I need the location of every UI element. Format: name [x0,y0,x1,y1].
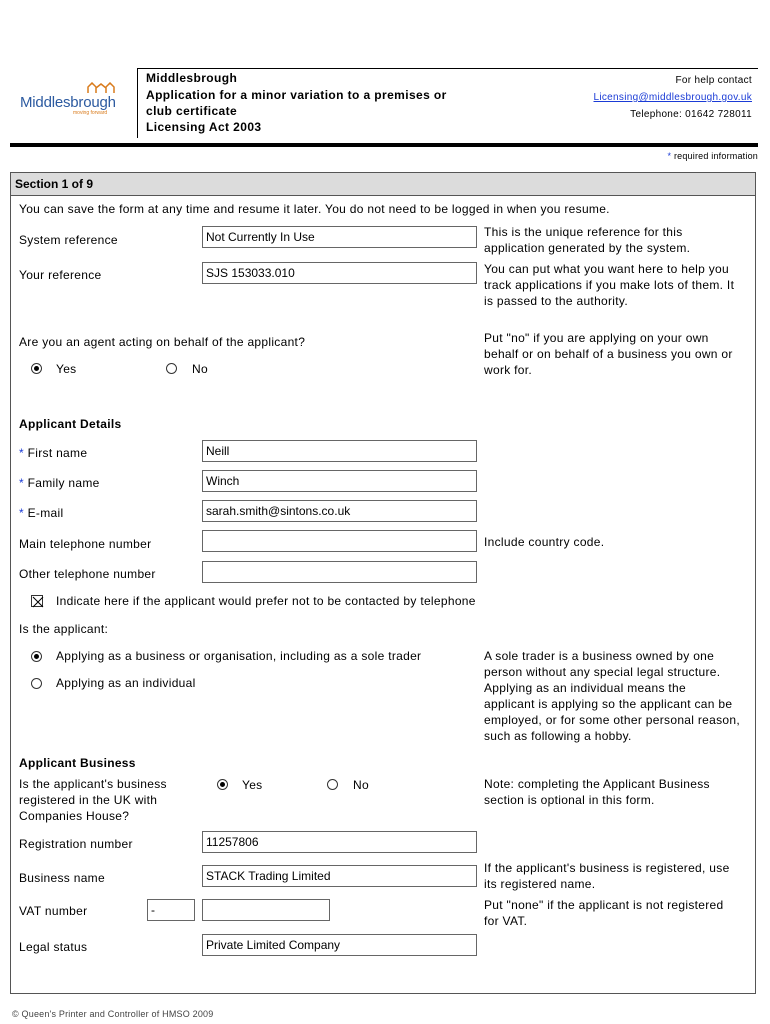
your-reference-help: You can put what you want here to help you track applications if you make lots of them. It is passed to the authority. [484,262,735,308]
section-1 [10,172,756,994]
system-reference-help: This is the unique reference for this application generated by the system. [484,225,691,255]
registered-yes-radio[interactable] [217,779,228,790]
legal-status-field[interactable]: Private Limited Company [202,934,477,956]
section-header [11,173,755,196]
required-legend [668,151,758,161]
applicant-business-heading: Applicant Business [19,756,136,770]
logo-tagline: moving forward [73,110,108,116]
form-header [137,68,758,138]
council-name: Middlesbrough [146,71,238,85]
required-star: * [19,506,24,520]
checkbox-cross-icon [32,596,44,608]
main-phone-label: Main telephone number [19,537,152,551]
applicant-type-help: A sole trader is a business owned by one person without any special legal structure. Applying as an individual means the applicant is applying so the applicant can be employed, or for some other personal reason, such as following a hobby. [484,649,740,743]
email-label: * E-mail [19,506,64,520]
your-reference-input[interactable]: SJS 153033.010 [202,262,477,284]
other-phone-input[interactable] [202,561,477,583]
agent-yes-label: Yes [56,362,77,376]
agent-yes-radio[interactable] [31,363,42,374]
business-note: Note: completing the Applicant Business section is optional in this form. [484,777,710,807]
required-star: * [19,446,24,460]
registration-number-input[interactable]: 11257806 [202,831,477,853]
required-star: * [667,151,672,161]
form-title-line-1: Application for a minor variation to a premises or [146,88,447,102]
system-reference-field[interactable]: Not Currently In Use [202,226,477,248]
required-star: * [19,476,24,490]
copyright-footer: © Queen's Printer and Controller of HMSO 2009 [12,1009,214,1019]
applicant-type-business-label: Applying as a business or organisation, including as a sole trader [56,649,422,663]
agent-no-label: No [192,362,208,376]
form-title-line-2: club certificate [146,104,238,118]
help-label: For help contact [675,75,752,86]
applicant-type-individual-radio[interactable] [31,678,42,689]
registration-number-label: Registration number [19,837,133,851]
help-contact [594,72,753,123]
logo-wordmark: Middlesbrough [20,94,116,111]
vat-number-help: Put "none" if the applicant is not registered for VAT. [484,898,724,928]
intro-text: You can save the form at any time and resume it later. You do not need to be logged in when you resume. [19,202,610,216]
agent-no-radio[interactable] [166,363,177,374]
registered-yes-label: Yes [242,778,263,792]
council-logo [20,82,120,116]
required-note: required information [673,151,758,161]
first-name-label: * First name [19,446,88,460]
vat-prefix-input[interactable]: - [147,899,195,921]
registered-no-label: No [353,778,369,792]
family-name-input[interactable]: Winch [202,470,477,492]
business-name-help: If the applicant's business is registered, use its registered name. [484,861,730,891]
registered-question: Is the applicant's business registered in the UK with Companies House? [19,777,167,823]
logo-rooftops-icon [86,82,116,94]
vat-number-label: VAT number [19,904,88,918]
no-phone-contact-checkbox[interactable] [31,595,43,607]
applicant-type-business-radio[interactable] [31,651,42,662]
registered-no-radio[interactable] [327,779,338,790]
agent-help: Put "no" if you are applying on your own behalf or on behalf of a business you own or work for. [484,331,733,377]
agent-question: Are you an agent acting on behalf of the applicant? [19,335,306,349]
applicant-type-individual-label: Applying as an individual [56,676,196,690]
family-name-label: * Family name [19,476,100,490]
applicant-type-question: Is the applicant: [19,622,109,636]
email-input[interactable]: sarah.smith@sintons.co.uk [202,500,477,522]
your-reference-label: Your reference [19,268,102,282]
business-name-input[interactable]: STACK Trading Limited [202,865,477,887]
first-name-input[interactable]: Neill [202,440,477,462]
section-title: Section 1 of 9 [15,177,94,191]
form-act: Licensing Act 2003 [146,120,262,134]
business-name-label: Business name [19,871,105,885]
main-phone-help: Include country code. [484,535,605,549]
vat-number-input[interactable] [202,899,330,921]
other-phone-label: Other telephone number [19,567,156,581]
legal-status-label: Legal status [19,940,88,954]
no-phone-contact-label: Indicate here if the applicant would prefer not to be contacted by telephone [56,594,476,608]
system-reference-label: System reference [19,233,118,247]
main-phone-input[interactable] [202,530,477,552]
applicant-details-heading: Applicant Details [19,417,122,431]
header-divider [10,143,758,147]
help-email-link[interactable]: Licensing@middlesbrough.gov.uk [593,92,752,103]
help-phone: Telephone: 01642 728011 [630,109,752,120]
